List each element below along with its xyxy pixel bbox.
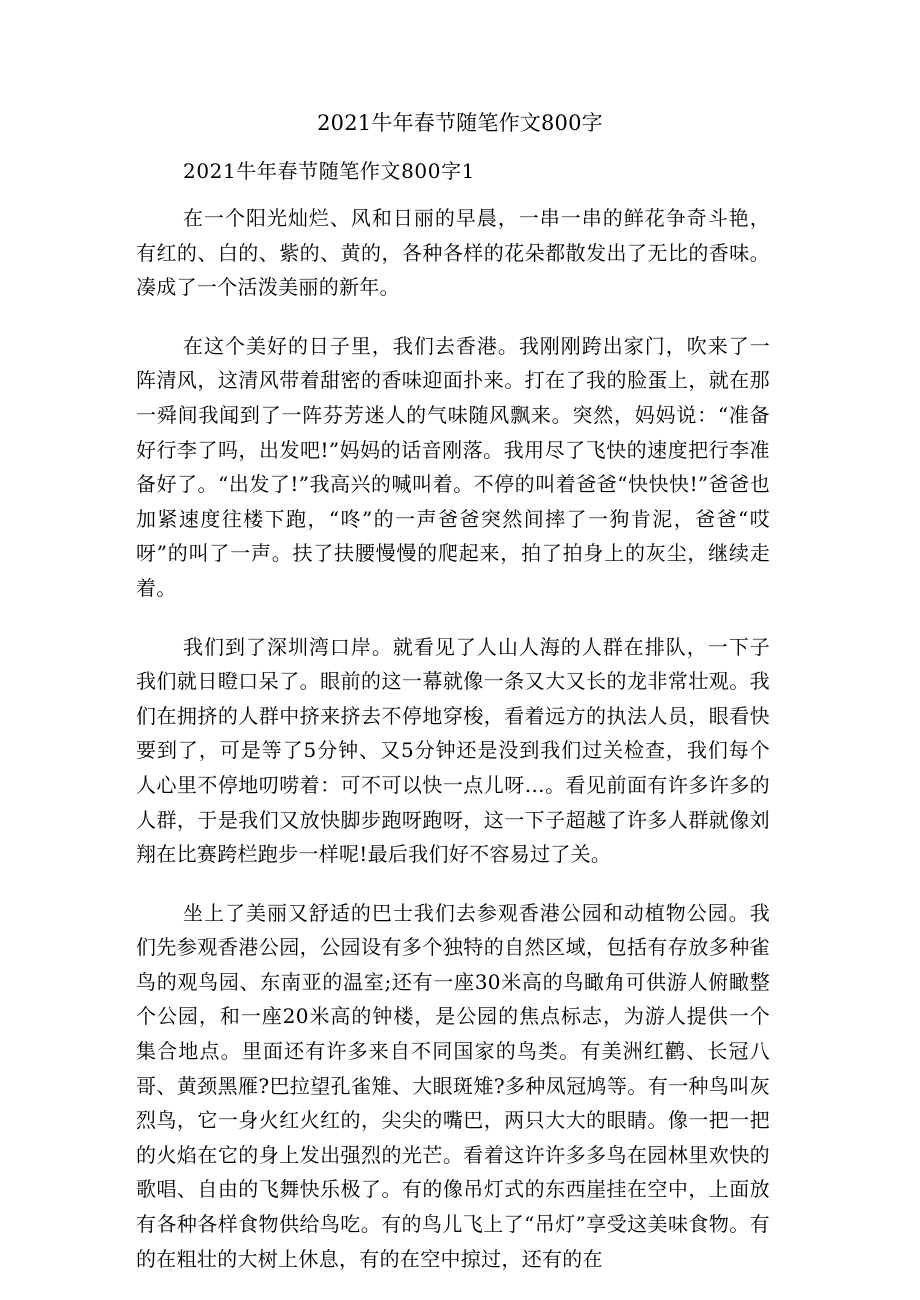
document-body <box>136 201 770 1300</box>
document-title: 2021牛年春节随笔作文800字 <box>317 111 603 135</box>
paragraph-2: 在这个美好的日子里，我们去香港。我刚刚跨出家门，吹来了一阵清风，这清风带着甜密的香味迎面扑来。打在了我的脸蛋上，就在那一舜间我闻到了一阵芬芳迷人的气味随风飘来。突然，妈妈说：“准备好行李了吗，出发吧!”妈妈的话音刚落。我用尽了飞快的速度把行李准备好了。“出发了!”我高兴的喊叫着。不停的叫着爸爸“快快快!”爸爸也加紧速度往楼下跑，“咚”的一声爸爸突然间摔了一狗肯泥，爸爸“哎呀”的叫了一声。扶了扶腰慢慢的爬起来，拍了拍身上的灰尘，继续走着。 <box>136 333 770 600</box>
paragraph-4: 坐上了美丽又舒适的巴士我们去参观香港公园和动植物公园。我们先参观香港公园，公园设有多个独特的自然区域，包括有存放多种雀鸟的观鸟园、东南亚的温室;还有一座30米高的鸟瞰角可供游人俯瞰整个公园，和一座20米高的钟楼，是公园的焦点标志，为游人提供一个集合地点。里面还有许多来自不同国家的鸟类。有美洲红鹳、长冠八哥、黄颈黑雁?巴拉望孔雀雉、大眼斑雉?多种凤冠鸠等。有一种鸟叫灰烈鸟，它一身火红火红的，尖尖的嘴巴，两只大大的眼睛。像一把一把的火焰在它的身上发出强烈的光芒。看着这许许多多鸟在园林里欢快的歌唱、自由的飞舞快乐极了。有的像吊灯式的东西崖挂在空中，上面放有各种各样食物供给鸟吃。有的鸟儿飞上了“吊灯”享受这美味食物。有的在粗壮的大树上休息，有的在空中掠过，还有的在 <box>136 900 770 1271</box>
section-heading: 2021牛年春节随笔作文800字1 <box>183 159 475 183</box>
paragraph-1: 在一个阳光灿烂、风和日丽的早晨，一串一串的鲜花争奇斗艳，有红的、白的、紫的、黄的，各种各样的花朵都散发出了无比的香味。凑成了一个活泼美丽的新年。 <box>136 206 770 300</box>
paragraph-3: 我们到了深圳湾口岸。就看见了人山人海的人群在排队，一下子我们就日瞪口呆了。眼前的这一幕就像一条又大又长的龙非常壮观。我们在拥挤的人群中挤来挤去不停地穿梭，看着远方的执法人员，眼看快要到了，可是等了5分钟、又5分钟还是没到我们过关检查，我们每个人心里不停地叨唠着：可不可以快一点儿呀…。看见前面有许多许多的人群，于是我们又放快脚步跑呀跑呀，这一下子超越了许多人群就像刘翔在比赛跨栏跑步一样呢!最后我们好不容易过了关。 <box>136 634 770 867</box>
